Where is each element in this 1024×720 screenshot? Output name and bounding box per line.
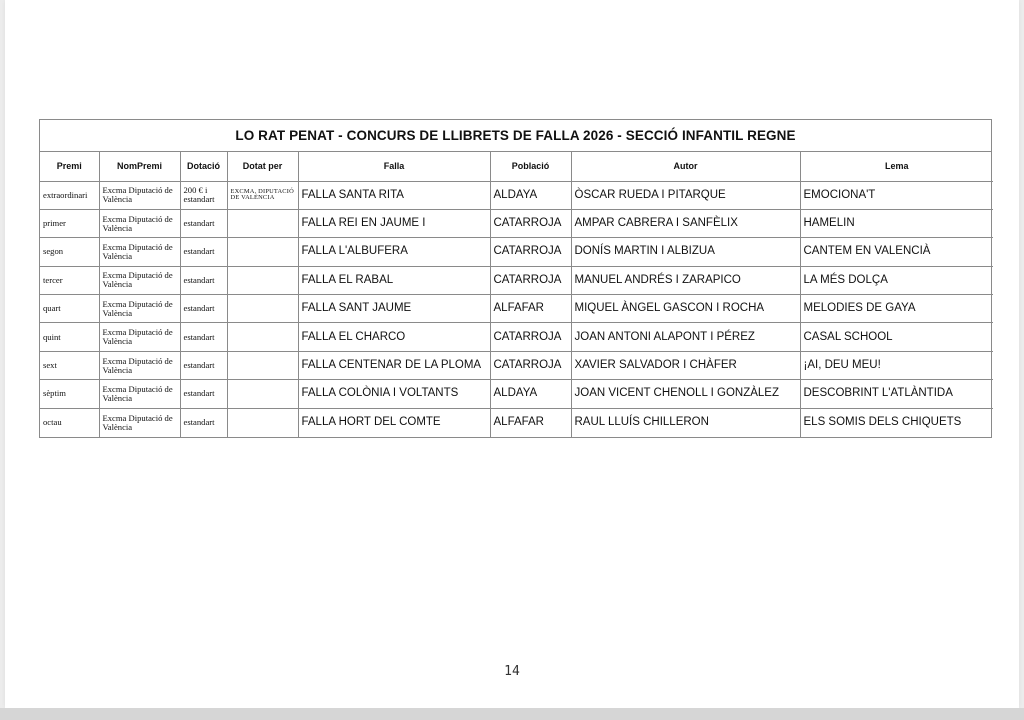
premi-cell: sext: [40, 351, 99, 379]
document-page: [5, 0, 1019, 708]
viewer-bottom-edge: [0, 708, 1024, 720]
dotat-per-cell: [227, 209, 298, 237]
table-row: [40, 266, 993, 294]
nompremi-cell: Excma Diputació de València: [99, 323, 180, 351]
column-header-premi: Premi: [40, 152, 99, 181]
dotacio-cell: estandart: [180, 238, 227, 266]
table-row: [40, 351, 993, 379]
falla-cell: FALLA REI EN JAUME I: [298, 209, 490, 237]
falla-cell: FALLA SANTA RITA: [298, 181, 490, 209]
premi-cell: sèptim: [40, 380, 99, 408]
poblacio-cell: CATARROJA: [490, 209, 571, 237]
lema-cell: DESCOBRINT L'ATLÀNTIDA: [800, 380, 993, 408]
nompremi-cell: Excma Diputació de València: [99, 408, 180, 436]
page-number: 14: [504, 664, 520, 679]
table-row: [40, 323, 993, 351]
dotacio-cell: estandart: [180, 323, 227, 351]
falla-cell: FALLA L'ALBUFERA: [298, 238, 490, 266]
nompremi-cell: Excma Diputació de València: [99, 351, 180, 379]
dotat-per-cell: [227, 351, 298, 379]
lema-cell: MELODIES DE GAYA: [800, 295, 993, 323]
poblacio-cell: CATARROJA: [490, 323, 571, 351]
dotat-per-cell: [227, 380, 298, 408]
lema-cell: LA MÉS DOLÇA: [800, 266, 993, 294]
falla-cell: FALLA SANT JAUME: [298, 295, 490, 323]
results-grid: [40, 152, 993, 437]
autor-cell: AMPAR CABRERA I SANFÈLIX: [571, 209, 800, 237]
dotacio-cell: estandart: [180, 408, 227, 436]
results-table: [39, 119, 992, 438]
autor-cell: JOAN ANTONI ALAPONT I PÉREZ: [571, 323, 800, 351]
lema-cell: CASAL SCHOOL: [800, 323, 993, 351]
nompremi-cell: Excma Diputació de València: [99, 209, 180, 237]
dotacio-cell: 200 € i estandart: [180, 181, 227, 209]
column-header-autor: Autor: [571, 152, 800, 181]
autor-cell: MANUEL ANDRÉS I ZARAPICO: [571, 266, 800, 294]
dotacio-cell: estandart: [180, 209, 227, 237]
falla-cell: FALLA COLÒNIA I VOLTANTS: [298, 380, 490, 408]
lema-cell: EMOCIONA'T: [800, 181, 993, 209]
dotacio-cell: estandart: [180, 351, 227, 379]
dotat-per-cell: [227, 408, 298, 436]
dotat-per-cell: EXCMA. DIPUTACIÓ DE VALÈNCIA: [227, 181, 298, 209]
dotacio-cell: estandart: [180, 295, 227, 323]
premi-cell: octau: [40, 408, 99, 436]
poblacio-cell: ALFAFAR: [490, 295, 571, 323]
poblacio-cell: ALDAYA: [490, 380, 571, 408]
nompremi-cell: Excma Diputació de València: [99, 181, 180, 209]
poblacio-cell: CATARROJA: [490, 351, 571, 379]
table-row: [40, 380, 993, 408]
lema-cell: ELS SOMIS DELS CHIQUETS: [800, 408, 993, 436]
falla-cell: FALLA EL CHARCO: [298, 323, 490, 351]
nompremi-cell: Excma Diputació de València: [99, 380, 180, 408]
column-header-nompremi: NomPremi: [99, 152, 180, 181]
dotat-per-cell: [227, 266, 298, 294]
column-header-dotat-per: Dotat per: [227, 152, 298, 181]
table-row: [40, 238, 993, 266]
column-header-falla: Falla: [298, 152, 490, 181]
premi-cell: quint: [40, 323, 99, 351]
lema-cell: HAMELIN: [800, 209, 993, 237]
header-row: [40, 152, 993, 181]
premi-cell: quart: [40, 295, 99, 323]
autor-cell: RAUL LLUÍS CHILLERON: [571, 408, 800, 436]
dotacio-cell: estandart: [180, 380, 227, 408]
falla-cell: FALLA EL RABAL: [298, 266, 490, 294]
autor-cell: XAVIER SALVADOR I CHÀFER: [571, 351, 800, 379]
poblacio-cell: CATARROJA: [490, 266, 571, 294]
nompremi-cell: Excma Diputació de València: [99, 295, 180, 323]
poblacio-cell: ALFAFAR: [490, 408, 571, 436]
nompremi-cell: Excma Diputació de València: [99, 266, 180, 294]
table-title: LO RAT PENAT - CONCURS DE LLIBRETS DE FALLA 2026 - SECCIÓ INFANTIL REGNE: [40, 120, 991, 152]
poblacio-cell: ALDAYA: [490, 181, 571, 209]
column-header-lema: Lema: [800, 152, 993, 181]
autor-cell: DONÍS MARTIN I ALBIZUA: [571, 238, 800, 266]
table-row: [40, 295, 993, 323]
premi-cell: primer: [40, 209, 99, 237]
autor-cell: JOAN VICENT CHENOLL I GONZÀLEZ: [571, 380, 800, 408]
column-header-dotacio: Dotació: [180, 152, 227, 181]
table-row: [40, 209, 993, 237]
autor-cell: ÒSCAR RUEDA I PITARQUE: [571, 181, 800, 209]
premi-cell: extraordinari: [40, 181, 99, 209]
poblacio-cell: CATARROJA: [490, 238, 571, 266]
premi-cell: segon: [40, 238, 99, 266]
dotat-per-cell: [227, 295, 298, 323]
premi-cell: tercer: [40, 266, 99, 294]
nompremi-cell: Excma Diputació de València: [99, 238, 180, 266]
lema-cell: CANTEM EN VALENCIÀ: [800, 238, 993, 266]
lema-cell: ¡AI, DEU MEU!: [800, 351, 993, 379]
falla-cell: FALLA HORT DEL COMTE: [298, 408, 490, 436]
dotat-per-cell: [227, 238, 298, 266]
dotacio-cell: estandart: [180, 266, 227, 294]
table-row: [40, 408, 993, 436]
falla-cell: FALLA CENTENAR DE LA PLOMA: [298, 351, 490, 379]
column-header-poblacio: Població: [490, 152, 571, 181]
table-row: [40, 181, 993, 209]
autor-cell: MIQUEL ÀNGEL GASCON I ROCHA: [571, 295, 800, 323]
dotat-per-cell: [227, 323, 298, 351]
